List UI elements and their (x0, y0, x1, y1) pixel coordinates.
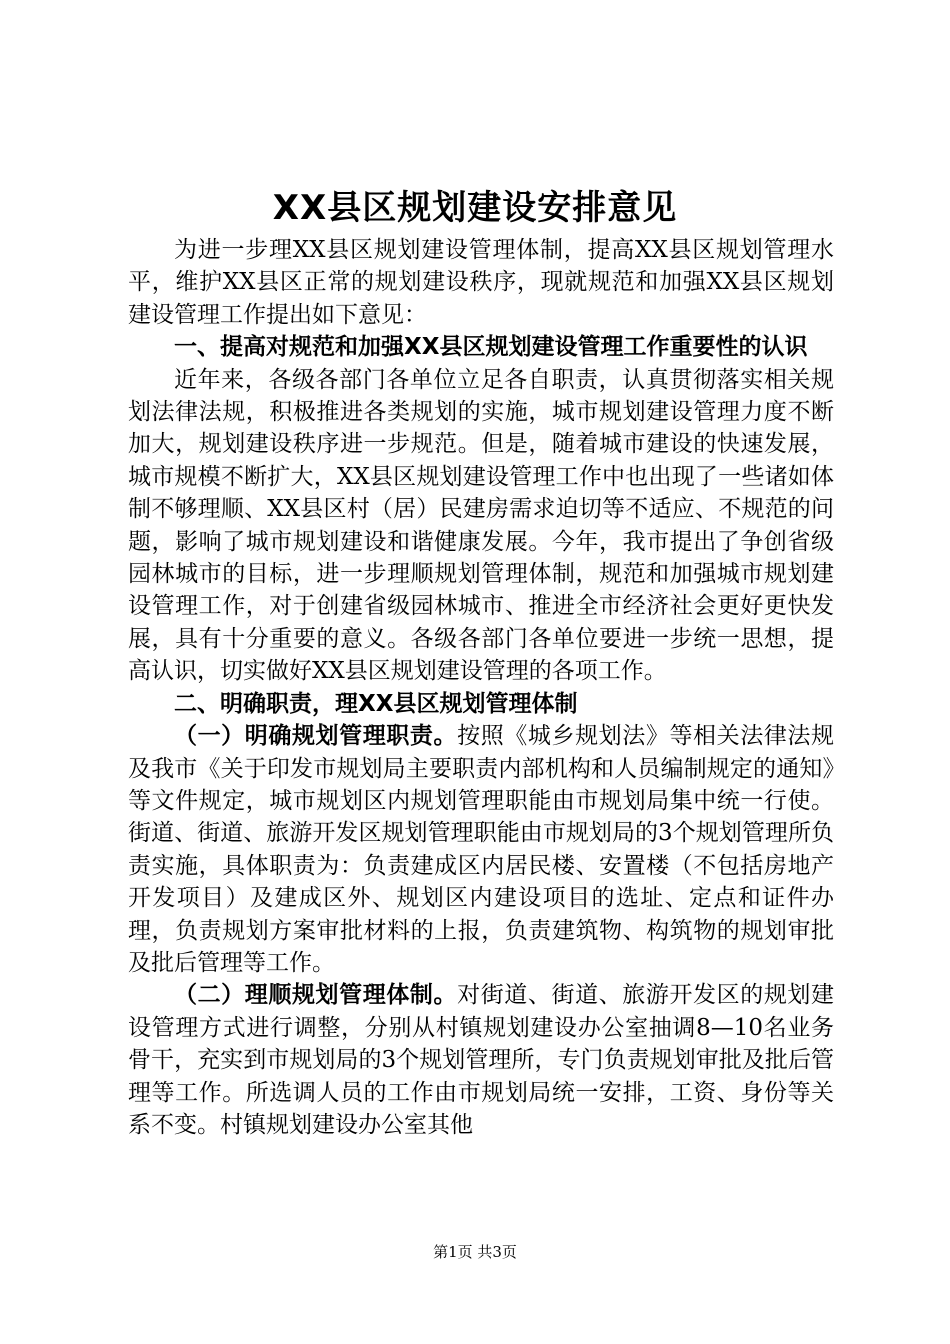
section-2-item-1-paragraph (128, 720, 834, 979)
intro-paragraph: 为进一步理XX县区规划建设管理体制，提高XX县区规划管理水平，维护XX县区正常的规划建设秩序，现就规范和加强XX县区规划建设管理工作提出如下意见： (128, 237, 834, 328)
document-title: XX县区规划建设安排意见 (272, 188, 678, 228)
page-footer: 第1页 共3页 (433, 1243, 517, 1261)
section-2-item-1-body: 按照《城乡规划法》等相关法律法规及我市《关于印发市规划局主要职责内部机构和人员编制规定的通知》等文件规定，城市规划区内规划管理职能由市规划局集中统一行使。街道、街道、旅游开发区规划管理职能由市规划局的3个规划管理所负责实施，具体职责为：负责建成区内居民楼、安置楼（不包括房地产开发项目）及建成区外、规划区内建设项目的选址、定点和证件办理，负责规划方案审批材料的上报，负责建筑物、构筑物的规划审批及批后管理等工作。 (128, 723, 835, 976)
section-1-paragraph: 近年来，各级各部门各单位立足各自职责，认真贯彻落实相关规划法律法规，积极推进各类规划的实施，城市规划建设管理力度不断加大，规划建设秩序进一步规范。但是，随着城市建设的快速发展，城市规模不断扩大，XX县区规划建设管理工作中也出现了一些诸如体制不够理顺、XX县区村（居）民建房需求迫切等不适应、不规范的问题，影响了城市规划建设和谐健康发展。今年，我市提出了争创省级园林城市的目标，进一步理顺规划管理体制，规范和加强城市规划建设管理工作，对于创建省级园林城市、推进全市经济社会更好更快发展，具有十分重要的意义。各级各部门各单位要进一步统一思想，提高认识，切实做好XX县区规划建设管理的各项工作。 (128, 366, 834, 685)
section-2-item-2-lead: （二）理顺规划管理体制。 (174, 982, 458, 1009)
section-1-heading: 一、提高对规范和加强XX县区规划建设管理工作重要性的认识 (174, 334, 808, 361)
section-2-heading: 二、明确职责，理XX县区规划管理体制 (174, 690, 578, 717)
section-2-item-2-paragraph (128, 979, 834, 1141)
document-body (128, 234, 834, 1141)
section-2-item-2-body: 对街道、街道、旅游开发区的规划建设管理方式进行调整，分别从村镇规划建设办公室抽调8—10名业务骨干，充实到市规划局的3个规划管理所，专门负责规划审批及批后管理等工作。所选调人员的工作由市规划局统一安排，工资、身份等关系不变。村镇规划建设办公室其他 (128, 982, 835, 1138)
section-2-item-1-lead: （一）明确规划管理职责。 (174, 723, 458, 750)
